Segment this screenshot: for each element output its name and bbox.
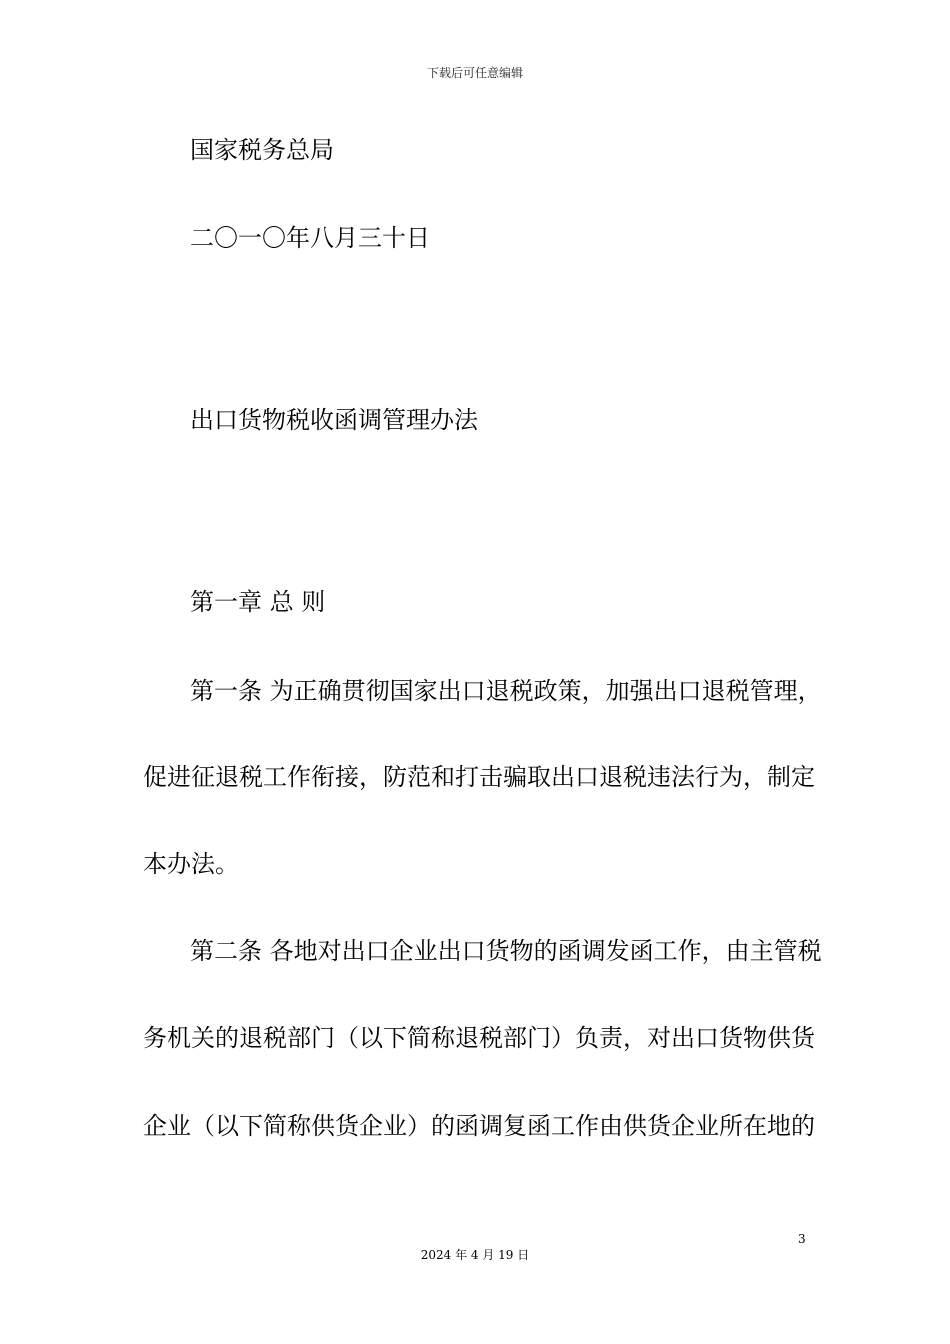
footer-date: 2024 年 4 月 19 日 xyxy=(420,1248,530,1262)
header-note: 下载后可任意编辑 xyxy=(426,66,523,80)
article-2-line-2: 务机关的退税部门（以下简称退税部门）负责，对出口货物供货 xyxy=(143,1024,815,1052)
article-1-line-1: 第一条 为正确贯彻国家出口退税政策，加强出口退税管理， xyxy=(190,677,822,705)
chapter-heading: 第一章 总 则 xyxy=(190,588,326,616)
issuer-line: 国家税务总局 xyxy=(190,136,334,164)
article-1-line-2: 促进征退税工作衔接，防范和打击骗取出口退税违法行为，制定 xyxy=(143,763,815,791)
issue-date-line: 二〇一〇年八月三十日 xyxy=(190,224,430,252)
article-1-line-3: 本办法。 xyxy=(143,850,239,878)
document-title: 出口货物税收函调管理办法 xyxy=(190,406,478,434)
article-2-line-1: 第二条 各地对出口企业出口货物的函调发函工作，由主管税 xyxy=(190,937,822,965)
page-number: 3 xyxy=(798,1232,806,1246)
article-2-line-3: 企业（以下简称供货企业）的函调复函工作由供货企业所在地的 xyxy=(143,1112,815,1140)
